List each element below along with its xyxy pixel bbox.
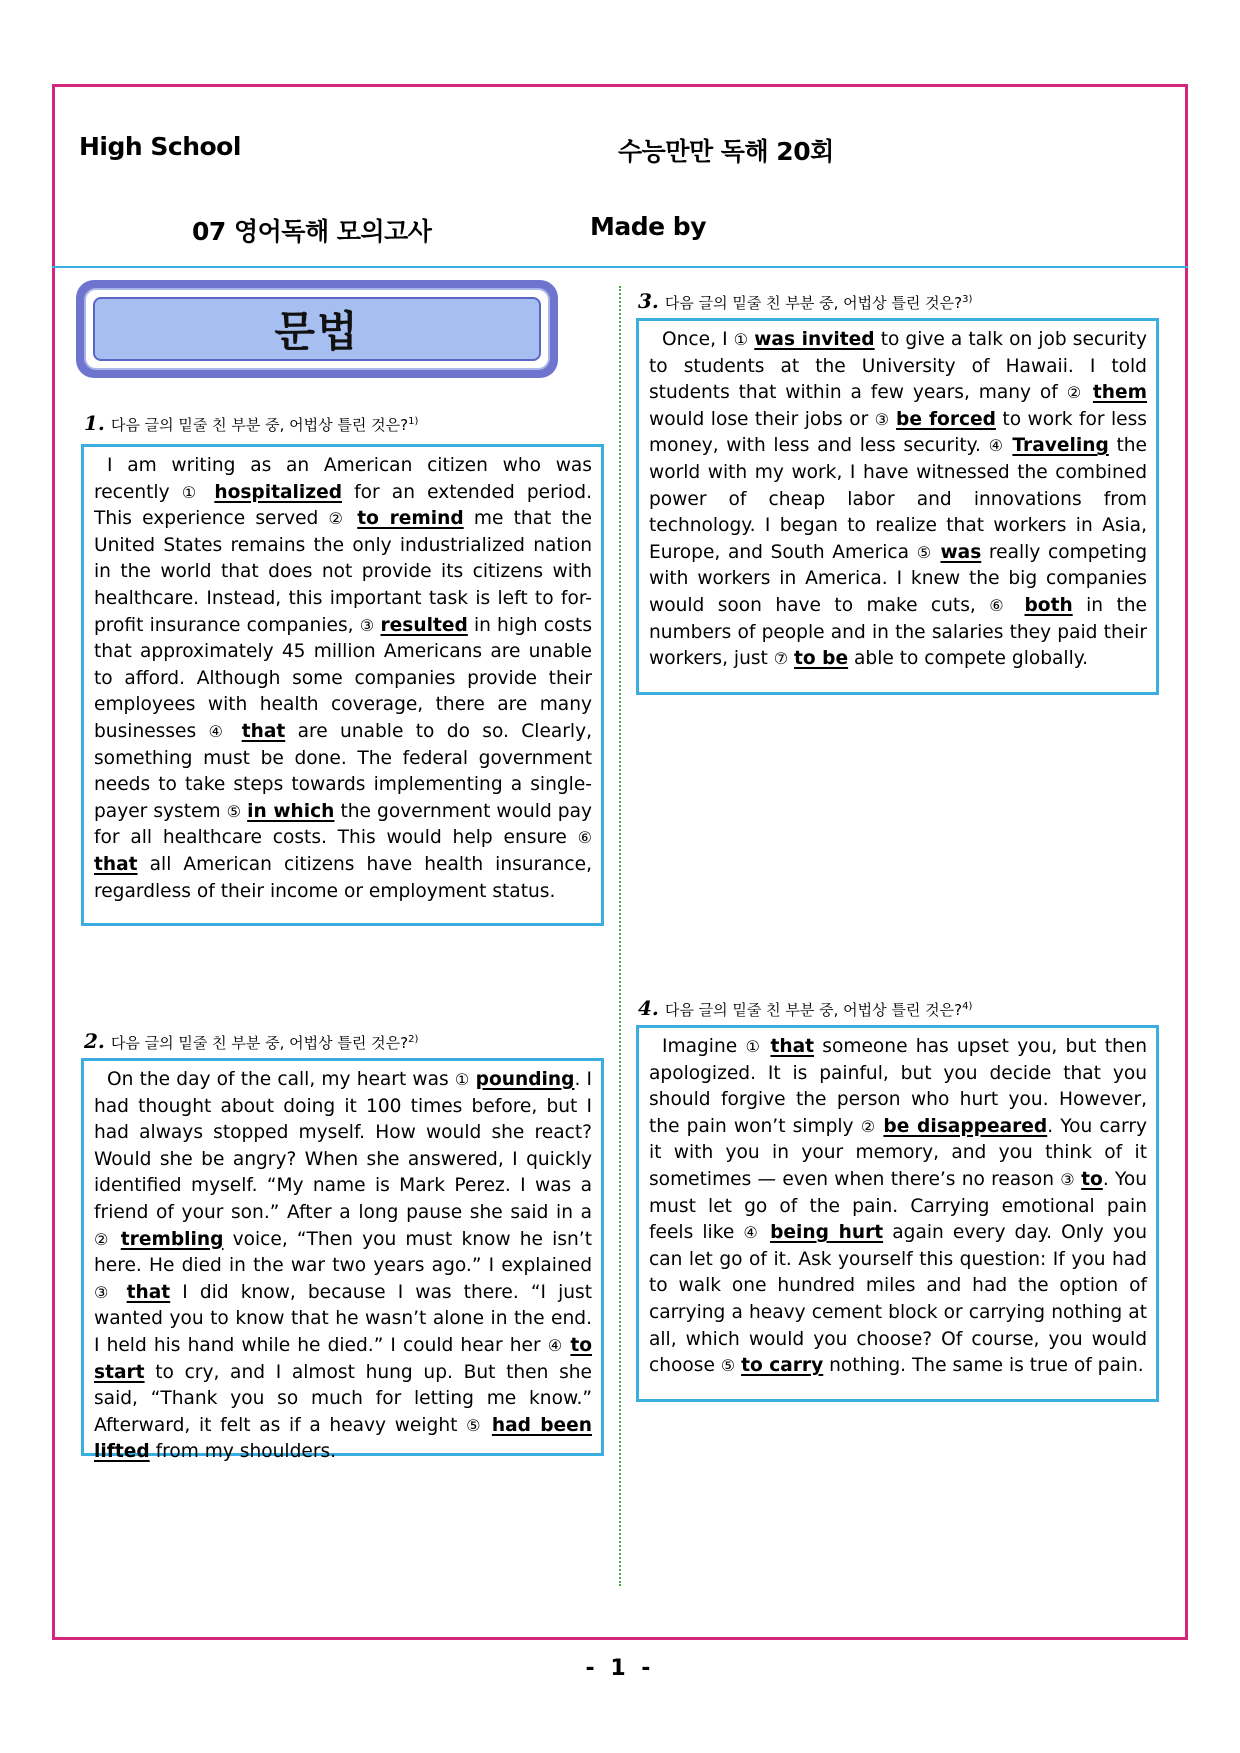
passage-segment xyxy=(229,721,241,742)
exam-subtitle: 07 영어독해 모의고사 xyxy=(192,217,432,246)
choice-number: ④ xyxy=(988,436,1005,456)
passage-segment: in high costs that approximately 45 million Americans are unable to afford. Although some companies provide their employees with health coverage, there are many businesses xyxy=(94,614,593,742)
passage-segment xyxy=(115,1282,127,1303)
passage-segment: . I had thought about doing it 100 times before, but I had always stopped myself. How would she react? Would she be angry? When she answered, I quickly identified myself. “My name is Mark Perez. I was a friend of your son.” After a long pause she said in a xyxy=(94,1069,592,1223)
underlined-phrase: be disappeared xyxy=(883,1115,1048,1137)
passage-segment: from my shoulders. xyxy=(149,1441,337,1463)
choice-number: ① xyxy=(733,330,749,349)
underlined-phrase: to carry xyxy=(741,1355,824,1377)
choice-number: ⑤ xyxy=(916,542,933,562)
choice-number: ⑤ xyxy=(226,801,242,821)
choice-number: ④ xyxy=(208,721,230,741)
footnote-marker: 1) xyxy=(408,416,419,427)
passage-segment: able to compete globally. xyxy=(848,648,1089,670)
passage-segment xyxy=(761,1222,770,1243)
choice-number: ① xyxy=(454,1070,470,1089)
choice-number: ⑥ xyxy=(577,828,592,848)
passage-segment: to cry, and I almost hung up. But then she said, “Thank you so much for letting me know.” Afterward, it felt as if a heavy weight xyxy=(94,1361,592,1436)
underlined-phrase: be forced xyxy=(896,408,996,430)
question-title xyxy=(84,1029,418,1053)
passage-segment: Once, I xyxy=(662,329,734,350)
underlined-phrase: to start xyxy=(94,1334,593,1383)
underlined-phrase: trembling xyxy=(120,1228,224,1250)
passage-segment: . You must let go of the pain. Carrying emotional pain feels like xyxy=(649,1168,1148,1244)
passage-segment: . You carry it with you in your memory, and you think of it sometimes — even when there’s no reason xyxy=(649,1115,1148,1190)
passage-segment: the world with my work, I have witnessed the combined power of cheap labor and innovations from technology. I began to realize that workers in Asia, Europe, and South America xyxy=(649,435,1147,563)
passage-segment: really competing with workers in America. I knew the big companies would soon have to make cuts, xyxy=(649,541,1147,616)
passage-segment: the government would pay for all healthcare costs. This would help ensure xyxy=(94,800,593,849)
choice-number: ⑦ xyxy=(773,649,789,669)
passage-segment: to work for less money, with less and less security. xyxy=(649,408,1147,457)
passage-segment: nothing. The same is true of pain. xyxy=(823,1355,1144,1377)
underlined-phrase: that xyxy=(770,1036,815,1057)
underlined-phrase: being hurt xyxy=(770,1222,884,1244)
made-by-label: Made by xyxy=(590,212,706,241)
underlined-phrase: to remind xyxy=(357,508,464,530)
underlined-phrase: both xyxy=(1024,594,1073,616)
choice-number: ④ xyxy=(547,1335,564,1355)
passage-segment xyxy=(112,1229,121,1250)
passage-segment: someone has upset you, but then apologized. It is painful, but you decide that you should forgive the person who hurt you. However, the pain won’t simply xyxy=(649,1036,1148,1137)
underlined-phrase: was invited xyxy=(754,329,875,350)
footnote-marker: 4) xyxy=(962,1001,973,1012)
choice-number: ⑤ xyxy=(720,1356,736,1376)
column-divider xyxy=(619,286,621,1586)
passage-segment: I did know, because I was there. “I just wanted you to know that he wasn’t alone in the end. I held his hand while he died.” I could hear her xyxy=(94,1281,592,1356)
underlined-phrase: that xyxy=(126,1281,171,1303)
passage-segment: Imagine xyxy=(662,1036,746,1057)
question-prompt: 다음 글의 밑줄 친 부분 중, 어법상 틀린 것은? xyxy=(664,294,963,312)
underlined-phrase: to xyxy=(1081,1168,1103,1190)
passage-text xyxy=(649,1034,1147,1380)
footnote-marker: 3) xyxy=(962,294,973,305)
passage-segment: voice, “Then you must know he isn’t here. He died in the war two years ago.” I explained xyxy=(94,1228,592,1277)
section-banner-title: 문법 xyxy=(274,307,360,356)
question-number: 1. xyxy=(84,411,105,435)
question-number: 4. xyxy=(638,996,659,1020)
question-title xyxy=(638,996,972,1020)
question-prompt: 다음 글의 밑줄 친 부분 중, 어법상 틀린 것은? xyxy=(110,1034,409,1052)
passage-segment xyxy=(483,1415,492,1436)
passage-box xyxy=(81,1058,604,1463)
underlined-phrase: to be xyxy=(794,648,849,670)
passage-text xyxy=(94,1067,592,1466)
passage-segment xyxy=(347,508,357,529)
choice-number: ③ xyxy=(359,615,375,635)
choice-number: ① xyxy=(745,1037,763,1056)
choice-number: ③ xyxy=(94,1282,115,1302)
underlined-phrase: them xyxy=(1092,382,1148,404)
passage-segment: would lose their jobs or xyxy=(649,408,875,430)
underlined-phrase: that xyxy=(94,853,138,875)
passage-text xyxy=(94,453,592,905)
passage-box xyxy=(636,318,1159,695)
question-prompt: 다음 글의 밑줄 친 부분 중, 어법상 틀린 것은? xyxy=(110,416,409,434)
passage-segment: to give a talk on job security to students at the University of Hawaii. I told students that within a few years, many of xyxy=(649,329,1147,404)
question-number: 2. xyxy=(84,1029,105,1053)
underlined-phrase: Traveling xyxy=(1012,435,1109,457)
question-title xyxy=(638,289,972,313)
passage-segment: again every day. Only you can let go of it. Ask yourself this question: If you had to walk one hundred miles and had the option of carrying a heavy cement block or carrying nothing at all, which would you choose? Of course, you would choose xyxy=(649,1222,1148,1377)
exam-title: 수능만만 독해 20회 xyxy=(618,137,834,166)
passage-segment: I am writing as an American citizen who was recently xyxy=(94,455,592,503)
choice-number: ② xyxy=(1066,383,1085,403)
passage-segment: me that the United States remains the only industrialized nation in the world that does not provide its citizens with healthcare. Instead, this important task is left to for-profit insurance companies, xyxy=(94,508,592,636)
underlined-phrase: hospitalized xyxy=(214,481,343,503)
underlined-phrase: was xyxy=(940,541,982,563)
question-number: 3. xyxy=(638,289,659,313)
footnote-marker: 2) xyxy=(408,1034,419,1045)
choice-number: ⑥ xyxy=(989,595,1012,615)
choice-number: ② xyxy=(328,509,348,529)
passage-segment: in the numbers of people and in the salaries they paid their workers, just xyxy=(649,594,1147,670)
underlined-phrase: in which xyxy=(247,800,335,822)
passage-segment: all American citizens have health insurance, regardless of their income or employment status. xyxy=(94,853,592,902)
passage-segment: are unable to do so. Clearly, something must be done. The federal government needs to take steps towards implementing a single-payer system xyxy=(94,720,593,822)
passage-segment: for an extended period. This experience served xyxy=(94,481,592,530)
choice-number: ② xyxy=(94,1229,112,1249)
choice-number: ③ xyxy=(1060,1169,1075,1189)
passage-segment xyxy=(1011,595,1024,616)
choice-number: ② xyxy=(860,1116,877,1136)
question-title xyxy=(84,411,418,435)
choice-number: ④ xyxy=(743,1223,761,1243)
header-divider xyxy=(52,266,1188,268)
choice-number: ③ xyxy=(874,409,890,429)
passage-text xyxy=(649,327,1147,673)
underlined-phrase: had been lifted xyxy=(94,1414,592,1463)
passage-segment: On the day of the call, my heart was xyxy=(107,1069,455,1090)
school-label: High School xyxy=(79,132,241,161)
question-prompt: 다음 글의 밑줄 친 부분 중, 어법상 틀린 것은? xyxy=(664,1001,963,1019)
page-number: - 1 - xyxy=(585,1656,655,1681)
underlined-phrase: that xyxy=(241,720,286,742)
underlined-phrase: resulted xyxy=(380,614,468,636)
passage-segment xyxy=(202,482,214,503)
passage-box xyxy=(636,1025,1159,1402)
choice-number: ① xyxy=(181,482,203,502)
choice-number: ⑤ xyxy=(466,1415,484,1435)
underlined-phrase: pounding xyxy=(475,1069,575,1090)
passage-segment xyxy=(1084,382,1093,403)
section-banner xyxy=(76,280,558,378)
passage-box xyxy=(81,444,604,926)
